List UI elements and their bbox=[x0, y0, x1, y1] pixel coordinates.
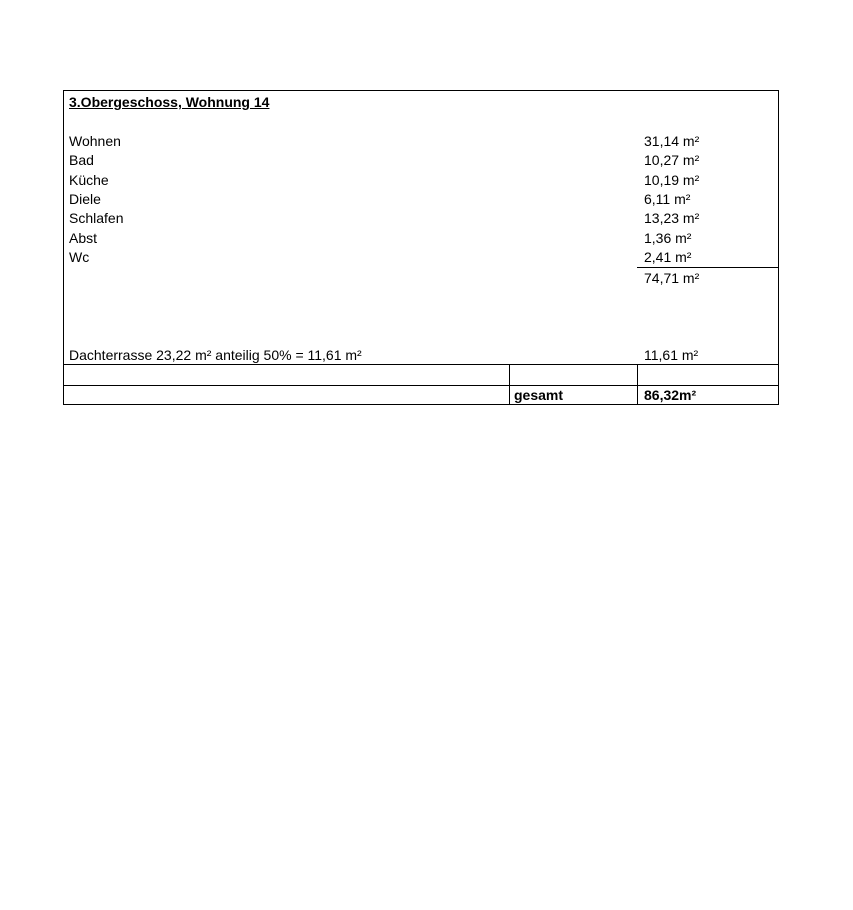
total-label: gesamt bbox=[514, 387, 564, 403]
total-row-rule bbox=[64, 385, 778, 386]
subtotal-rule bbox=[637, 267, 778, 268]
subtotal-value: 74,71 m² bbox=[644, 270, 700, 286]
area-calculation-sheet bbox=[63, 90, 779, 405]
total-value: 86,32m² bbox=[644, 387, 697, 403]
room-name-bad: Bad bbox=[69, 152, 94, 168]
terrace-area: 11,61 m² bbox=[644, 347, 699, 363]
terrace-label: Dachterrasse 23,22 m² anteilig 50% = 11,61 m² bbox=[69, 347, 362, 363]
total-value-column-divider bbox=[637, 364, 638, 404]
total-label-column-divider bbox=[509, 364, 510, 404]
room-name-diele: Diele bbox=[69, 191, 101, 207]
room-name-wohnen: Wohnen bbox=[69, 133, 121, 149]
room-name-kueche: Küche bbox=[69, 172, 109, 188]
sheet-title: 3.Obergeschoss, Wohnung 14 bbox=[69, 94, 270, 110]
room-area-diele: 6,11 m² bbox=[644, 191, 691, 207]
room-name-schlafen: Schlafen bbox=[69, 210, 124, 226]
room-name-wc: Wc bbox=[69, 249, 90, 265]
room-area-schlafen: 13,23 m² bbox=[644, 210, 700, 226]
room-area-abst: 1,36 m² bbox=[644, 230, 692, 246]
room-area-bad: 10,27 m² bbox=[644, 152, 700, 168]
room-area-kueche: 10,19 m² bbox=[644, 172, 700, 188]
room-area-wohnen: 31,14 m² bbox=[644, 133, 700, 149]
room-name-abst: Abst bbox=[69, 230, 98, 246]
room-area-wc: 2,41 m² bbox=[644, 249, 692, 265]
terrace-row-rule bbox=[64, 364, 778, 365]
